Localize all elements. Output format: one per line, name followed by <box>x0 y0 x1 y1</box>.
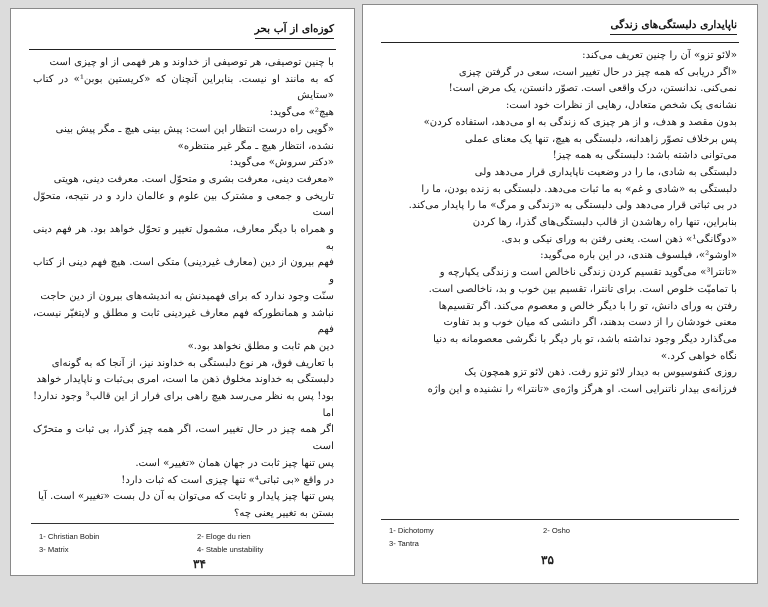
header-rule <box>29 49 336 50</box>
text-line: بدون مقصد و هدف، و از هر چیزی که زندگی به او می‌دهد، استفاده کردن» <box>423 116 737 128</box>
text-line: «اگر دریابی که همه چیز در حال تغییر است، سعی در گرفتن چیزی <box>458 66 737 78</box>
right-page <box>362 4 758 584</box>
text-line: بود! پس به نظر می‌رسد هیچ راهی برای فرار از این قالب³ وجود ندارد! اما <box>33 391 334 419</box>
text-line: هیچ²» می‌گوید: <box>269 107 334 119</box>
text-line: دلبستگی به خداوند مخلوق ذهن ما است، امری بی‌ثبات و ناپایدار خواهد <box>36 374 334 386</box>
footnote-4: 4- Stable unstability <box>197 545 264 554</box>
text-line: پس تنها چیز پایدار و ثابت که می‌توان به آن دل بست «تغییر» است. آیا <box>38 491 334 503</box>
footnote-1: 1- Christian Bobin <box>39 532 100 541</box>
text-line: روزی کنفوسیوس به دیدار لائو تزو رفت. ذهن لائو تزو همچون یک <box>464 367 737 379</box>
text-line: «دکتر سروش» می‌گوید: <box>229 157 334 169</box>
text-line: «اوشو²»، فیلسوف هندی، در این باره می‌گوید: <box>540 250 737 262</box>
footnote-3: 3- Tantra <box>389 539 419 548</box>
text-line: با تعاریف فوق، هر نوع دلبستگی به خداوند نیز، از آنجا که به گونه‌ای <box>51 357 334 369</box>
text-line: نشانه‌ی یک شخص متعادل، رهایی از نظرات خود است: <box>505 100 737 112</box>
page-number: ۳۴ <box>193 557 206 571</box>
header-rule <box>381 42 739 43</box>
left-page <box>10 8 355 576</box>
text-line: با تمامیّت خلوص است. برای تانترا، تقسیم بین خوب و بد، ناخالصی است. <box>428 283 737 295</box>
text-line: نباشد و همانطورکه فهم معارف غیردینی ثابت و مطلق و لایتغیّر نیست، فهم <box>33 307 334 336</box>
text-line: سنّت وجود ندارد که برای فهمیدنش به اندیشه‌های بیرون از دین حاجت <box>40 290 334 302</box>
running-head: کوزه‌ای از آب بحر <box>255 23 334 39</box>
text-line: «معرفت دینی، معرفت بشری و متحوّل است. معرفت دینی، هویتی <box>53 173 334 185</box>
text-line: بنابراین، تنها راه رهاشدن از قالب دلبستگی‌های گذرا، رها کردن <box>472 217 737 229</box>
text-line: دلبستگی به شادی، ما را در وضعیت ناپایداری قرار می‌دهد ولی <box>474 166 737 178</box>
body-text <box>383 48 737 399</box>
text-line: در بی ثباتی قرار می‌دهد ولی دلبستگی به «زندگی و مرگ» ما را پایدار می‌کند. <box>408 200 737 212</box>
text-line: «دوگانگی¹» ذهن است. یعنی رفتن به ورای نیکی و بدی. <box>501 233 737 245</box>
text-line: در واقع «بی ثباتی⁴» تنها چیزی است که ثبات دارد! <box>121 474 334 486</box>
text-line: و همراه با دیگر معارف، مشمول تغییر و تحوّل خواهد بود. هر فهم دینی به <box>33 224 334 252</box>
text-line: معنی خودشان را از دست بدهند، اگر دانشی که میان خوب و بد تفاوت <box>443 317 737 329</box>
text-line: فرزانه‌ی بیدار ناتنرایی است. او هرگز واژه‌ی «تانترا» را نشنیده و این واژه <box>427 384 737 396</box>
footnote-2: 2- Osho <box>543 526 571 535</box>
footnote-3: 3- Matrix <box>39 545 69 554</box>
footnote-1: 1- Dichotomy <box>389 526 434 535</box>
text-line: «لائو تزو» آن را چنین تعریف می‌کند: <box>582 50 737 61</box>
text-line: اگر همه چیز در حال تغییر است، اگر همه چیز گذرا، بی ثبات و متحرّک است <box>33 424 334 453</box>
text-line: «گویی راه درست انتظار این است: پیش بینی هیچ ـ مگر پیش بینی <box>55 123 334 135</box>
text-line: می‌توانی داشته باشد: دلبستگی به همه چیز! <box>552 150 737 162</box>
text-line: نشده، انتظار هیچ ـ مگر غیر منتظره» <box>177 140 334 152</box>
text-line: نمی‌کنی. ندانستن، درک واقعی است. تصوّر دانستن، یک مرض است! <box>448 83 737 95</box>
body-text <box>33 55 334 523</box>
page-number: ۳۵ <box>541 553 554 567</box>
text-line: پس تنها چیز ثابت در جهان همان «تغییر» است. <box>135 457 334 469</box>
text-line: نگاه خواهی کرد.» <box>660 350 737 362</box>
text-line: دلبستگی به «شادی و غم» به ما ثبات می‌دهد. دلبستگی به زنده بودن، ما را <box>421 183 737 195</box>
text-line: پس برخلاف تصوّر زاهدانه، دلبستگی به هیچ، تنها یک معنای عملی <box>465 133 737 145</box>
text-line: رفتن به ورای دانش، تو را با دیگر خالص و معصوم می‌کند. اگر تقسیم‌ها <box>438 300 737 312</box>
text-line: که به مانند او نیست. بنابراین آنچنان که «کریستین بوبن¹» در کتاب «ستایش <box>33 73 334 102</box>
text-line: می‌گذارد دیگر وجود نداشته باشد، تو بار دیگر با نگرشی معصومانه به دنیا <box>433 333 737 345</box>
footnote-2: 2- Eloge du rien <box>197 532 251 541</box>
text-line: «تانترا³» می‌گوید تقسیم کردن زندگی ناخالص است و زندگی یکپارچه و <box>439 267 737 279</box>
footnote-rule <box>381 519 739 520</box>
text-line: دین هم ثابت و مطلق نخواهد بود.» <box>187 340 334 352</box>
text-line: تاریخی و جمعی و مشترک بین علوم و عالمان دارد و در نتیجه، متحوّل است <box>33 190 334 219</box>
text-line: با چنین توصیفی، هر توصیفی از خداوند و هر فهمی از او چیزی است <box>49 57 334 68</box>
running-head: ناپایداری دلبستگی‌های زندگی <box>610 19 737 35</box>
text-line: بستن به تغییر یعنی چه؟ <box>233 507 334 519</box>
footnote-rule <box>31 523 334 524</box>
text-line: فهم بیرون از دین (معارف غیردینی) متکی است. هیچ فهم دینی از کتاب و <box>33 257 334 286</box>
